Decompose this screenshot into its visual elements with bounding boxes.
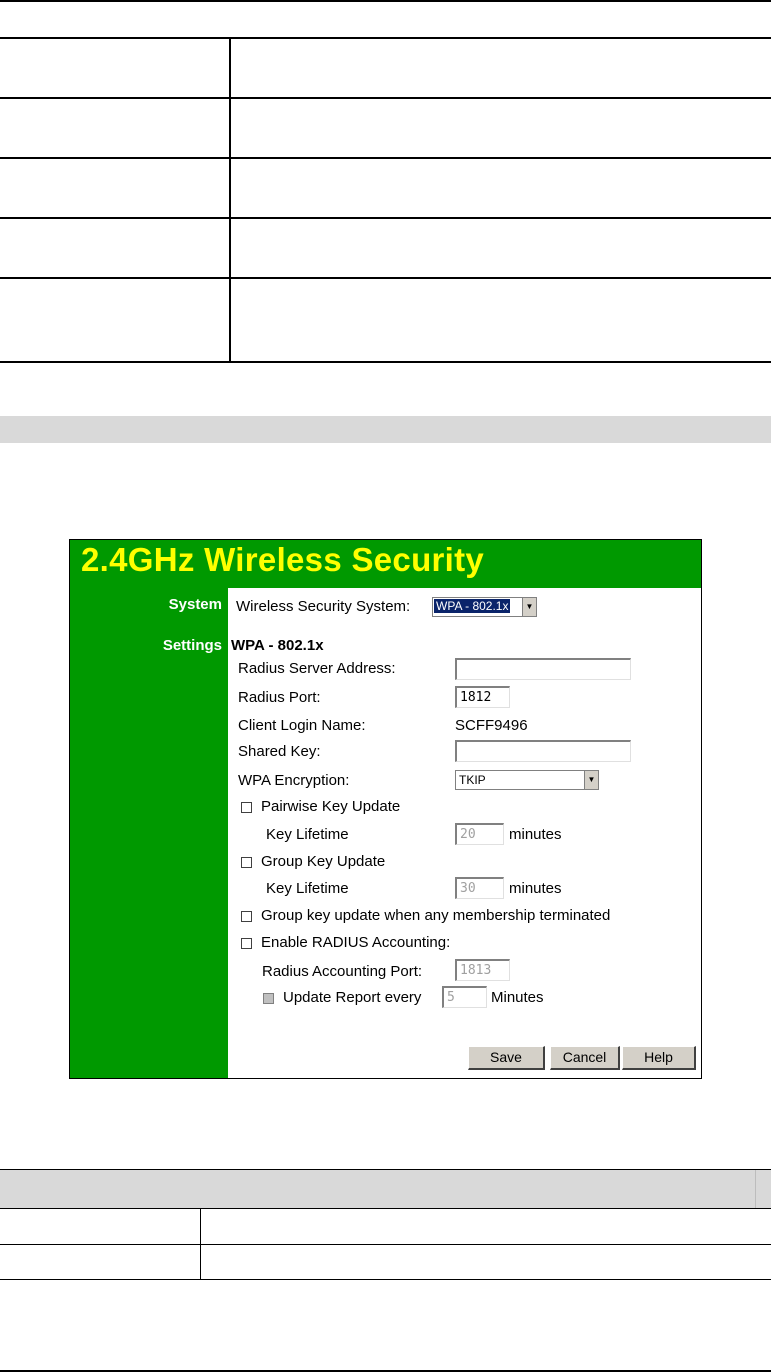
table-column-divider (200, 1208, 201, 1280)
update-report-checkbox[interactable] (263, 993, 274, 1004)
radius-server-input[interactable] (455, 658, 631, 680)
accounting-port-input[interactable]: 1813 (455, 959, 510, 981)
update-report-input[interactable]: 5 (442, 986, 487, 1008)
help-button[interactable]: Help (622, 1046, 696, 1070)
pairwise-lifetime-input[interactable]: 20 (455, 823, 504, 845)
group-lifetime-label: Key Lifetime (266, 880, 349, 897)
wpa-encryption-select[interactable] (455, 770, 599, 790)
group-lifetime-input[interactable]: 30 (455, 877, 504, 899)
update-report-label: Update Report every (283, 989, 422, 1006)
page-title: 2.4GHz Wireless Security (81, 541, 485, 578)
table-rule (0, 1279, 771, 1280)
save-button[interactable]: Save (468, 1046, 545, 1070)
table-rule (0, 157, 771, 159)
security-system-select[interactable] (432, 597, 537, 617)
security-system-label: Wireless Security System: (236, 598, 411, 615)
lower-table-header-cell (0, 1170, 756, 1208)
radius-port-input[interactable]: 1812 (455, 686, 510, 708)
group-terminate-checkbox[interactable] (241, 911, 252, 922)
screenshot-content (228, 588, 701, 1078)
group-update-checkbox[interactable] (241, 857, 252, 868)
table-rule (0, 37, 771, 39)
table-column-divider (229, 37, 231, 363)
radius-accounting-checkbox[interactable] (241, 938, 252, 949)
update-report-unit: Minutes (491, 989, 544, 1006)
lower-table-header (0, 1170, 771, 1208)
wpa-encryption-selected: TKIP (459, 773, 486, 787)
security-system-selected: WPA - 802.1x (436, 599, 509, 613)
screenshot-sidebar (70, 588, 228, 1078)
sidebar-label-settings: Settings (162, 637, 222, 654)
section-heading-bar (0, 416, 771, 443)
group-terminate-label: Group key update when any membership terminated (261, 907, 611, 924)
radius-server-label: Radius Server Address: (238, 660, 396, 677)
client-login-value: SCFF9496 (455, 717, 528, 734)
client-login-label: Client Login Name: (238, 717, 366, 734)
pairwise-lifetime-label: Key Lifetime (266, 826, 349, 843)
wireless-security-screenshot (69, 539, 702, 1079)
table-rule (0, 277, 771, 279)
table-rule (0, 97, 771, 99)
settings-heading: WPA - 802.1x (231, 637, 324, 654)
pairwise-lifetime-unit: minutes (509, 826, 562, 843)
shared-key-input[interactable] (455, 740, 631, 762)
group-update-label: Group Key Update (261, 853, 386, 870)
radius-accounting-label: Enable RADIUS Accounting: (261, 934, 451, 951)
table-rule (0, 361, 771, 363)
radius-port-label: Radius Port: (238, 689, 321, 706)
top-rule (0, 0, 771, 2)
accounting-port-label: Radius Accounting Port: (262, 963, 423, 980)
triangle-down-icon[interactable]: ▼ (522, 598, 536, 616)
cancel-button[interactable]: Cancel (550, 1046, 620, 1070)
table-rule (0, 1244, 771, 1245)
table-rule (0, 217, 771, 219)
wpa-encryption-label: WPA Encryption: (238, 772, 350, 789)
triangle-down-icon[interactable]: ▼ (584, 771, 598, 789)
screenshot-header (70, 540, 701, 588)
pairwise-update-checkbox[interactable] (241, 802, 252, 813)
table-rule (0, 1208, 771, 1209)
pairwise-update-label: Pairwise Key Update (261, 798, 401, 815)
shared-key-label: Shared Key: (238, 743, 321, 760)
sidebar-label-system: System (168, 596, 222, 613)
group-lifetime-unit: minutes (509, 880, 562, 897)
